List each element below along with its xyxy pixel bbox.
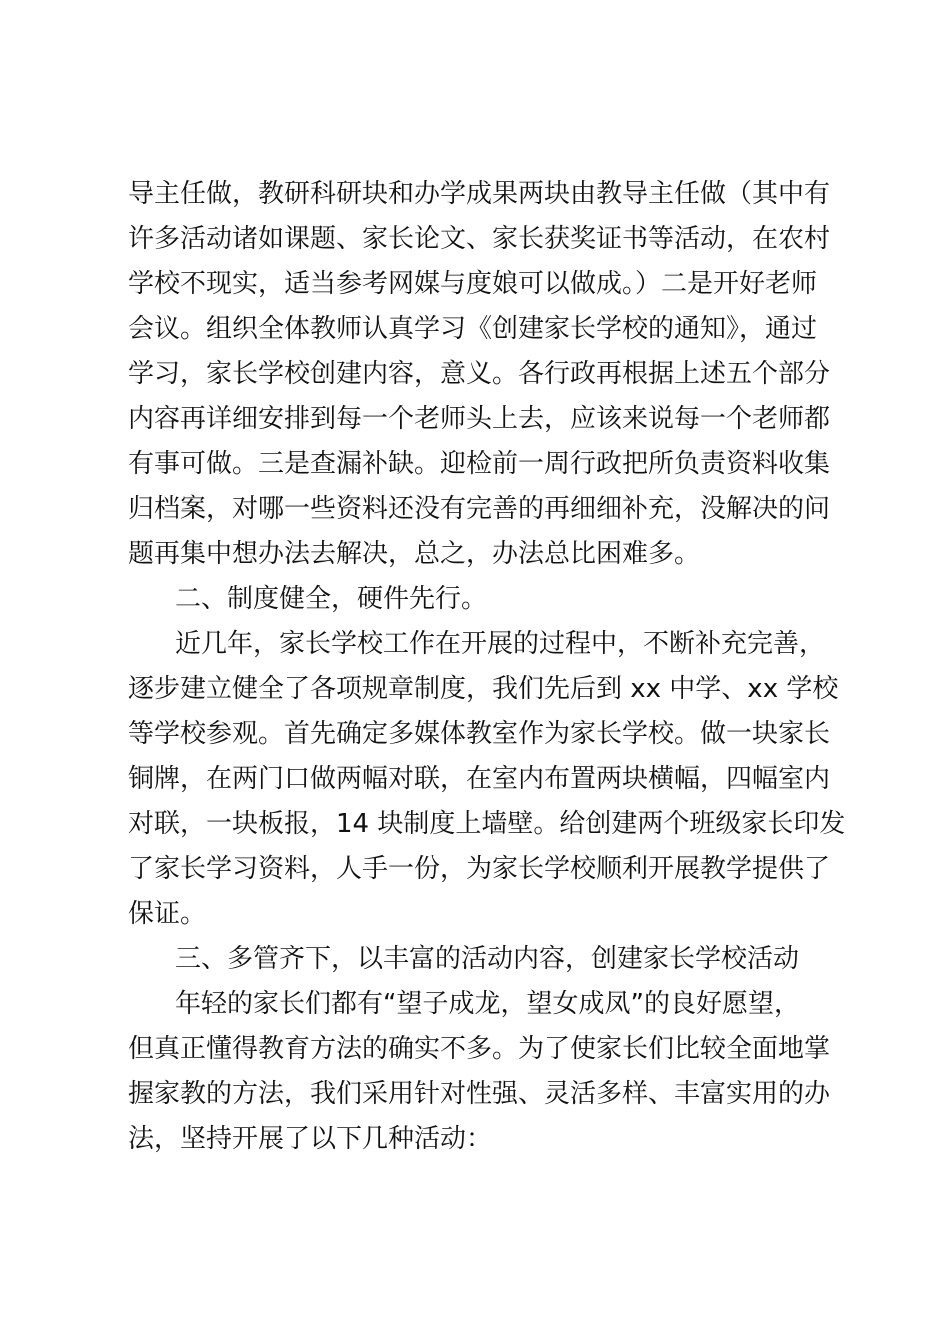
text-line: 了家长学习资料，人手一份，为家长学校顺利开展教学提供了	[128, 854, 831, 884]
text-line: 但真正懂得教育方法的确实不多。为了使家长们比较全面地掌	[128, 1034, 831, 1064]
text-line: 内容再详细安排到每一个老师头上去，应该来说每一个老师都	[128, 404, 831, 434]
text-line: 题再集中想办法去解决，总之，办法总比困难多。	[128, 539, 701, 569]
text-line: 导主任做，教研科研块和办学成果两块由教导主任做（其中有	[128, 179, 831, 209]
text-line: 许多活动诸如课题、家长论文、家长获奖证书等活动，在农村	[128, 224, 831, 254]
text-line: 学习，家长学校创建内容，意义。各行政再根据上述五个部分	[128, 359, 831, 389]
paragraph-first-line: 近几年，家长学校工作在开展的过程中，不断补充完善，	[175, 629, 826, 659]
text-line: 有事可做。三是查漏补缺。迎检前一周行政把所负责资料收集	[128, 449, 831, 479]
text-line: 对联，一块板报，14 块制度上墙壁。给创建两个班级家长印发	[128, 809, 846, 839]
text-line: 法，坚持开展了以下几种活动：	[128, 1124, 493, 1154]
text-line: 握家教的方法，我们采用针对性强、灵活多样、丰富实用的办	[128, 1079, 831, 1109]
text-line: 逐步建立健全了各项规章制度，我们先后到 xx 中学、xx 学校	[128, 674, 839, 704]
text-line: 铜牌，在两门口做两幅对联，在室内布置两块横幅，四幅室内	[128, 764, 831, 794]
section-heading: 二、制度健全，硬件先行。	[175, 584, 488, 614]
text-line: 保证。	[128, 899, 207, 929]
paragraph-first-line: 年轻的家长们都有“望子成龙，望女成凤”的良好愿望，	[175, 989, 800, 1019]
body-text	[128, 172, 848, 1162]
text-line: 学校不现实，适当参考网媒与度娘可以做成。）二是开好老师	[128, 269, 818, 299]
text-line: 等学校参观。首先确定多媒体教室作为家长学校。做一块家长	[128, 719, 831, 749]
text-line: 会议。组织全体教师认真学习《创建家长学校的通知》，通过	[128, 314, 818, 344]
section-heading: 三、多管齐下，以丰富的活动内容，创建家长学校活动	[175, 944, 800, 974]
text-line: 归档案，对哪一些资料还没有完善的再细细补充，没解决的问	[128, 494, 831, 524]
